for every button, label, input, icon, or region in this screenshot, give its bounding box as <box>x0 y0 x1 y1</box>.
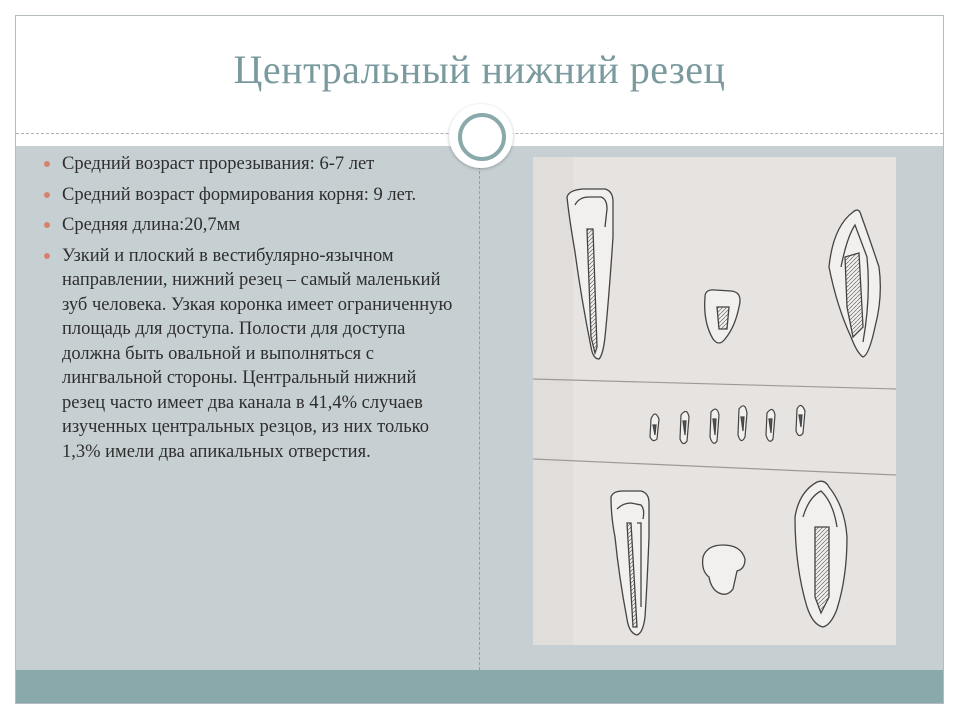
bullet-item <box>44 183 454 208</box>
bullet-text: Средний возраст формирования корня: 9 лет. <box>62 184 417 205</box>
bullet-item <box>44 213 454 238</box>
bullet-list <box>44 152 454 470</box>
bullet-text: Средняя длина:20,7мм <box>62 215 241 235</box>
bullet-text: Средний возраст прорезывания: 6-7 лет <box>62 154 375 174</box>
circle-ring-icon <box>458 113 506 161</box>
slide-title: Центральный нижний резец <box>233 47 726 92</box>
tooth-illustration-photo <box>533 157 896 645</box>
bullet-dot-icon <box>44 253 50 259</box>
bullet-dot-icon <box>44 222 50 228</box>
bullet-dot-icon <box>44 192 50 198</box>
footer-bar <box>16 670 943 703</box>
column-divider <box>479 146 480 670</box>
bullet-text: Узкий и плоский в вестибулярно-язычном направлении, нижний резец – самый маленький зуб человека. Узкая коронка имеет ограниченную площадь для доступа. Полости для доступа должна быть овальной и выполняться с лингвальной стороны. Центральный нижний резец часто имеет два канала в 41,4% случаев изученных центральных резцов, из них только 1,3% имели два апикальных отверстия. <box>62 245 453 462</box>
tooth-diagram <box>533 157 896 645</box>
bullet-item <box>44 244 454 465</box>
bullet-dot-icon <box>44 161 50 167</box>
bullet-item <box>44 152 454 177</box>
